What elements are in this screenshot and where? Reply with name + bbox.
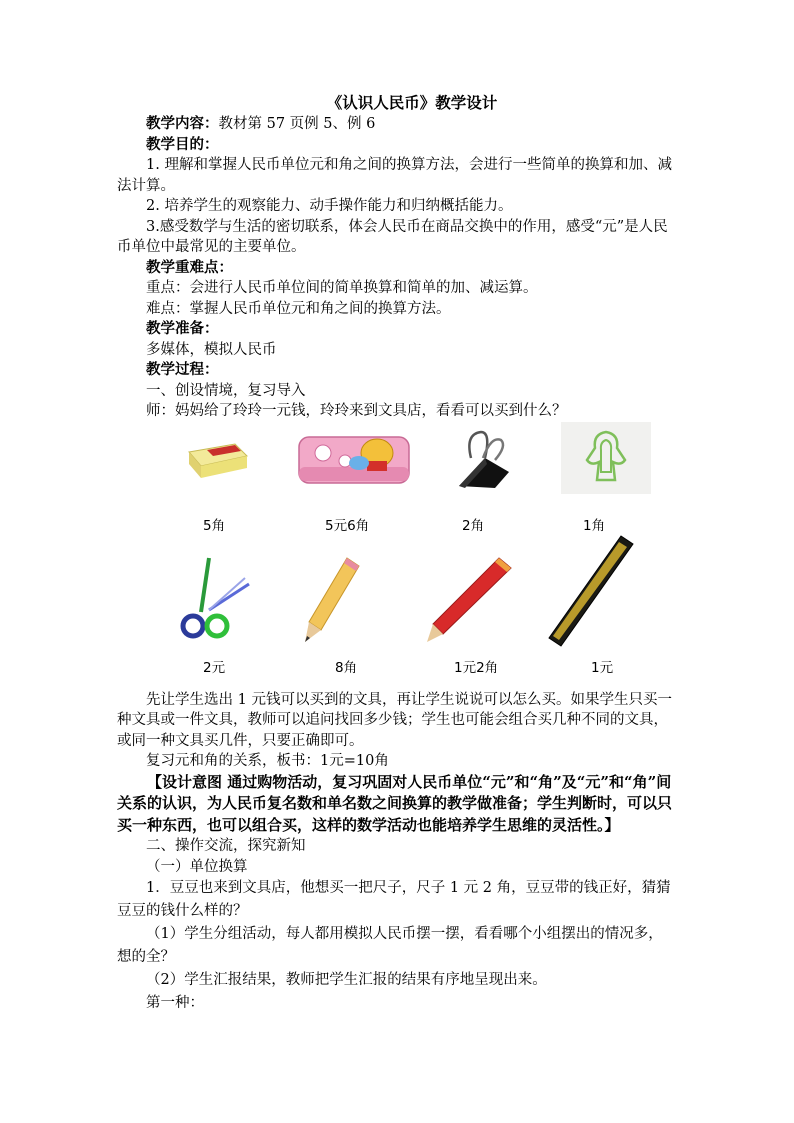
- question-1: 1．豆豆也来到文具店，他想买一把尺子，尺子 1 元 2 角，豆豆带的钱正好，猜猜豆豆的钱什么样的？: [117, 880, 671, 919]
- content-line: [117, 114, 677, 135]
- teacher-question: 师：妈妈给了玲玲一元钱，玲玲来到文具店，看看可以买到什么？: [146, 403, 567, 419]
- prep-text: 多媒体，模拟人民币: [146, 341, 277, 358]
- goal-3: 3.感受数学与生活的密切联系，体会人民币在商品交换中的作用，感受“元”是人民币单位中最常见的主要单位。: [117, 218, 668, 255]
- pencil-image: [301, 554, 363, 644]
- design-intent: 【设计意图 通过购物活动，复习巩固对人民币单位“元”和“角”及“元”和“角”间关系的认识，为人民币复名数和单名数之间换算的教学做准备；学生判断时，可以只买一种东西，也可以组合买，这样的数学活动也能培养学生思维的灵活性。】: [117, 772, 673, 834]
- difficult-point: 难点：掌握人民币单位元和角之间的换算方法。: [146, 300, 451, 317]
- binder-clip-image: [455, 428, 513, 490]
- key-point: 重点：会进行人民币单位间的简单换算和简单的加、减运算。: [146, 280, 538, 296]
- scissors-image: [179, 554, 253, 640]
- process-heading: 教学过程：: [146, 361, 219, 378]
- pencil-case-image: [297, 427, 413, 487]
- para-choose: 先让学生选出 1 元钱可以买到的文具，再让学生说说可以怎么买。如果学生只买一种文具或一件文具，教师可以追问找回多少钱；学生也可能会组合买几种不同的文具，或同一种文具买几件，只要正确即可。: [117, 691, 672, 749]
- document-page: [117, 92, 677, 1015]
- goal-1: 1. 理解和掌握人民币单位元和角之间的换算方法，会进行一些简单的换算和加、减法计算。: [117, 157, 672, 194]
- paper-clip-image: [561, 422, 651, 494]
- eraser-image: [185, 438, 249, 480]
- step-1: （1）学生分组活动，每人都用模拟人民币摆一摆，看看哪个小组摆出的情况多，想的全？: [117, 926, 663, 965]
- pen-image: [423, 554, 515, 644]
- price-binder-clip: 2角: [462, 517, 485, 534]
- review-line: 复习元和角的关系，板书：1元=10角: [146, 753, 389, 769]
- price-paper-clip: 1角: [583, 517, 606, 534]
- subsection-1-heading: （一）单位换算: [146, 858, 248, 875]
- content-text: 教材第 57 页例 5、例 6: [218, 116, 376, 132]
- section-2-heading: 二、操作交流，探究新知: [146, 838, 306, 854]
- price-pen: 1元2角: [454, 659, 499, 676]
- price-scissors: 2元: [203, 659, 226, 676]
- ruler-image: [545, 534, 637, 648]
- goal-heading: 教学目的：: [146, 135, 219, 153]
- price-ruler: 1元: [591, 659, 614, 676]
- document-title: 《认识人民币》教学设计: [326, 93, 498, 112]
- content-label: 教学内容：: [146, 115, 219, 132]
- first-kind-label: 第一种：: [146, 995, 204, 1011]
- step-2: （2）学生汇报结果，教师把学生汇报的结果有序地呈现出来。: [146, 972, 547, 988]
- key-heading: 教学重难点：: [146, 258, 233, 276]
- section-1-heading: 一、创设情境，复习导入: [146, 382, 306, 399]
- goal-2: 2. 培养学生的观察能力、动手操作能力和归纳概括能力。: [146, 198, 513, 214]
- price-pencil: 8角: [335, 659, 358, 676]
- items-row-1: [117, 422, 677, 534]
- price-pencil-case: 5元6角: [325, 517, 370, 534]
- price-eraser: 5角: [203, 517, 226, 534]
- prep-heading: 教学准备：: [146, 320, 219, 337]
- items-row-2: [117, 534, 677, 674]
